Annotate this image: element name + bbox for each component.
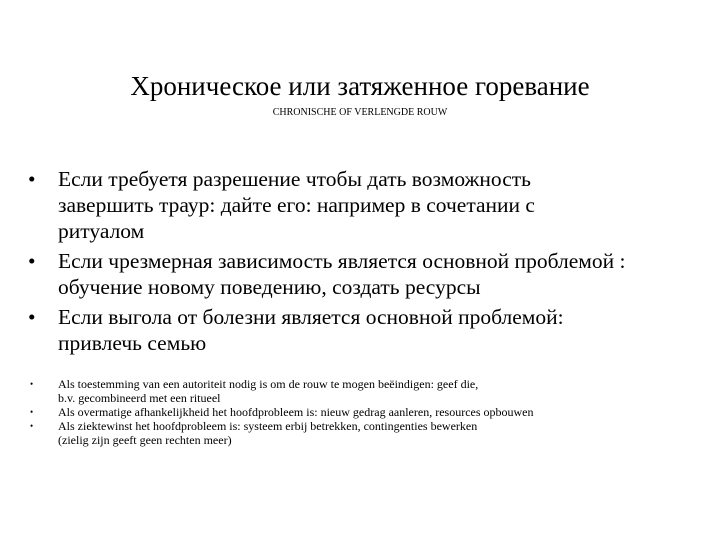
bullet-text-line: Если чрезмерная зависимость является основной проблемой : (58, 249, 626, 273)
bullet-icon: • (30, 407, 34, 417)
bullet-icon: • (28, 305, 36, 329)
list-item (30, 419, 670, 447)
list-item (30, 405, 670, 419)
list-item (28, 304, 698, 356)
list-item (30, 377, 670, 405)
bullet-text-line: завершить траур: дайте его: например в сочетании с (58, 193, 535, 217)
bullet-text-line: привлечь семью (58, 331, 207, 355)
bullet-icon: • (30, 379, 34, 389)
bullet-text-line: Если требуетя разрешение чтобы дать возможность (58, 167, 531, 191)
bullet-icon: • (30, 421, 34, 431)
bullet-text-line: ритуалом (58, 219, 145, 243)
slide-subtitle: CHRONISCHE OF VERLENGDE ROUW (272, 107, 448, 118)
bullet-text-line: b.v. gecombineerd met een ritueel (58, 391, 221, 405)
bullet-icon: • (28, 167, 36, 191)
list-item (28, 248, 698, 300)
bullet-text-line: обучение новому поведению, создать ресурсы (58, 275, 481, 299)
bullet-text-line: Als ziektewinst het hoofdprobleem is: systeem erbij betrekken, contingenties bewerken (58, 419, 478, 433)
slide-title: Хроническое или затяженное горевание (130, 71, 590, 101)
bullet-icon: • (28, 249, 36, 273)
list-item (28, 166, 698, 244)
main-bullet-list (28, 166, 698, 360)
secondary-bullet-list (30, 377, 670, 447)
bullet-text-line: Als overmatige afhankelijkheid het hoofdprobleem is: nieuw gedrag aanleren, resources opbouwen (58, 405, 534, 419)
bullet-text-line: Если выгола от болезни является основной проблемой: (58, 305, 564, 329)
bullet-text-line: (zielig zijn geeft geen rechten meer) (58, 433, 232, 447)
bullet-text-line: Als toestemming van een autoriteit nodig is om de rouw te mogen beëindigen: geef die, (58, 377, 479, 391)
